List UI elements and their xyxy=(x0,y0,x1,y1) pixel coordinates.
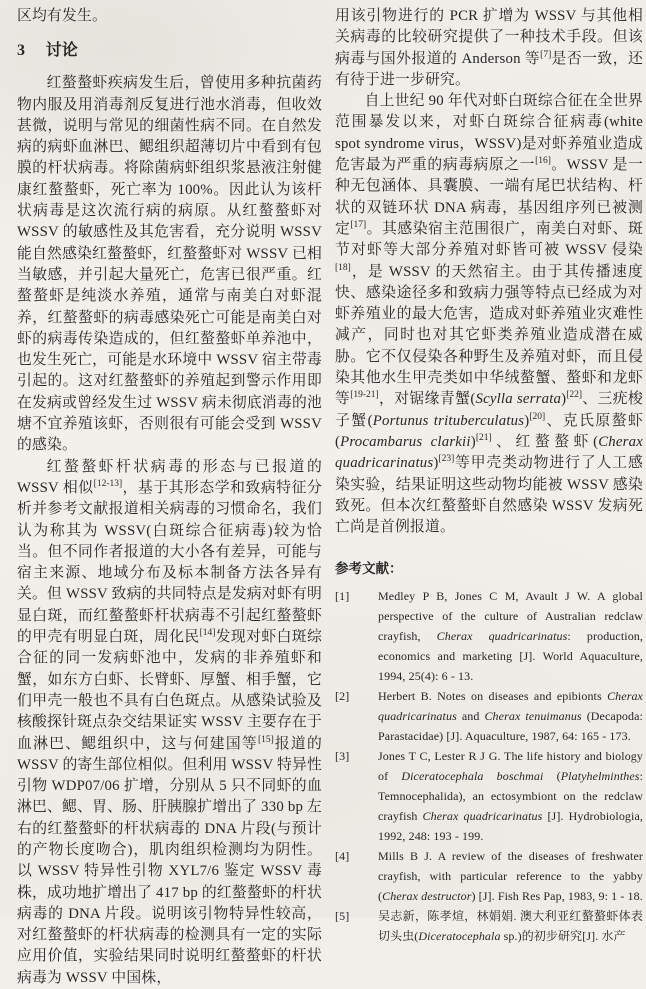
citation-superscript: [23] xyxy=(438,454,455,465)
reference-number: [1] xyxy=(335,589,350,604)
species-name: Cherax tenuimanus xyxy=(484,709,582,724)
citation-superscript: [20] xyxy=(529,411,546,422)
species-name: Cherax quadricarinatus xyxy=(436,629,568,644)
species-name: Diceratocephala boschmai xyxy=(401,769,544,784)
reference-number: [2] xyxy=(335,689,350,704)
text-run: 报道的 WSSV 的寄生部位相似。但利用 WSSV 特异性引物 WDP07/06 扩增，分别从 5 只不同虾的血淋巴、鳃、胃、肠、肝胰腺扩增出了 330 bp 左右的红螯螯虾的杆状病毒的 DNA 片段(与预计的产物长度吻合)，肌肉组织检测均为阴性。以 WSSV 特异性引物 XYL7/6 鉴定 WSSV 毒株，成功地扩增出了 417 bp 的红螯螯虾的杆状病毒的 DNA 片段。说明该引物特异性较高，对红螯螯虾的杆状病毒的检测具有一定的实际应用价值，实验结果同时说明红螯螯虾的杆状病毒为 WSSV 中国株， xyxy=(17,735,322,986)
citation-superscript: [17] xyxy=(350,220,367,231)
citation-superscript: [22] xyxy=(566,390,583,401)
text-run: 区均有发生。 xyxy=(17,8,107,24)
species-name: Platyhelminthes xyxy=(560,769,640,784)
reference-item xyxy=(335,746,643,846)
text-run: : production, economics and marketing [J]. World Aquaculture, 1994, 25(4): 6 - 13. xyxy=(378,629,643,684)
text-run: 吴志新，陈孝煊，林娟娟. 澳大利亚红螯螯虾体表切头虫( xyxy=(378,909,643,944)
text-run: 自上世纪 90 年代对虾白斑综合征在全世界范围暴发以来，对虾白斑综合征病毒(white spot syndrome virus，WSSV)是对虾养殖业造成危害最为严重的病毒病原之一 xyxy=(335,93,643,174)
text-run: ) xyxy=(524,412,530,429)
reference-number: [4] xyxy=(335,849,350,864)
reference-number: [3] xyxy=(335,749,350,764)
text-run: Jones T C, Lester R J G. The life history and biology of xyxy=(378,749,643,784)
text-run: 、红螯螯虾( xyxy=(491,433,599,450)
discussion-paragraph-2 xyxy=(17,457,322,989)
text-run: ) [J]. Fish Res Pap, 1983, 9: 1 - 18. xyxy=(471,889,643,904)
discussion-paragraph-1 xyxy=(17,73,322,456)
section-number: 3 xyxy=(17,42,25,60)
species-name: Cherax quadricarinatus xyxy=(378,689,643,724)
text-run: ，是 WSSV 的天然宿主。由于其传播速度快、感染途径多和致病力强等特点已经成为对虾养殖业的最大危害，造成对虾养殖业灾难性减产，同时也对其它虾类养殖业造成潜在威胁。它不仅侵染各种野生及养殖对虾，而且侵染其他水生甲壳类如中华绒螯蟹、螯虾和龙虾等 xyxy=(335,263,643,408)
text-run: 、克氏原螯虾( xyxy=(335,412,644,450)
reference-text xyxy=(378,906,643,946)
text-run: ，基于其形态学和致病特征分析并参考文献报道相关病毒的习惯命名，我们认为称其为 WSSV(白斑综合征病毒)较为恰当。但不同作者报道的大小各有差异，可能与宿主来源、地域分布及标本制备方法各异有关。但 WSSV 致病的共同特点是发病对虾有明显白斑，而红螯螯虾杆状病毒不引起红螯螯虾的甲壳有明显白斑，周化民 xyxy=(17,479,322,646)
text-run: 红螯螯虾杆状病毒的形态与已报道的 WSSV 相似 xyxy=(17,458,322,496)
species-name: Cherax destructor xyxy=(382,889,472,904)
citation-superscript: [7] xyxy=(540,49,552,60)
text-run: 是否一致，还有待于进一步研究。 xyxy=(335,50,644,88)
citation-superscript: [19-21] xyxy=(350,390,379,401)
citation-superscript: [16] xyxy=(535,156,551,167)
discussion-paragraph-3 xyxy=(335,91,643,538)
species-name: Portunus trituberculatus xyxy=(372,412,525,429)
text-run: : Temnocephalida), an ectosymbiont on the redclaw crayfish xyxy=(378,769,643,824)
carryover-paragraph xyxy=(17,6,322,27)
text-run: sp.)的初步研究[J]. 水产 xyxy=(500,929,626,944)
text-run: ) xyxy=(433,455,439,472)
reference-number: [5] xyxy=(335,909,350,924)
text-run: ，对锯缘青蟹( xyxy=(378,391,476,408)
text-run: 等甲壳类动物进行了人工感染实验，结果证明这些动物均能被 WSSV 感染致死。但本次红螯螯虾自然感染 WSSV 发病死亡尚是首例报道。 xyxy=(335,455,643,536)
citation-superscript: [21] xyxy=(475,433,492,444)
reference-item xyxy=(335,586,643,686)
species-name: Diceratocephala xyxy=(418,929,501,944)
reference-text xyxy=(378,586,643,686)
text-run: 红螯螯虾疾病发生后，曾使用多种抗菌药物内服及用消毒剂反复进行池水消毒，但收效甚微，说明与常见的细菌性病不同。在自然发病的病虾血淋巴、鳃组织超薄切片中看到有包膜的杆状病毒。将除菌病虾组织浆悬液注射健康红螯螯虾，死亡率为 100%。因此认为该杆状病毒是这次流行病的病原。从红螯螯虾对 WSSV 的敏感性及其危害看，充分说明 WSSV 能自然感染红螯螯虾，红螯螯虾对 WSSV 已相当敏感，并引起大量死亡，危害已很严重。红螯螯虾是纯淡水养殖，通常与南美白对虾混养，红螯螯虾的病毒感染死亡可能是南美白对虾的病毒传染造成的，但红螯螯虾单养池中，也发生死亡，可能是水环境中 WSSV 宿主带毒引起的。这对红螯螯虾的养殖起到警示作用即在发病或曾经发生过 WSSV 病未彻底消毒的池塘不宜养殖该虾，否则很有可能会受到 WSSV 的感染。 xyxy=(17,75,322,454)
reference-item xyxy=(335,906,643,946)
text-run: ( xyxy=(543,769,561,784)
citation-superscript: [12-13] xyxy=(93,479,123,490)
section-title: 讨论 xyxy=(45,42,78,60)
references-heading: 参考文献： xyxy=(335,561,403,577)
text-run: 。其感染宿主范围很广，南美白对虾、斑节对虾等大部分养殖对虾皆可被 WSSV 侵染 xyxy=(335,220,644,259)
text-run: 、三疣梭子蟹( xyxy=(335,391,643,429)
reference-text xyxy=(378,686,643,746)
text-run: ) xyxy=(470,433,476,450)
reference-text xyxy=(378,846,643,906)
section-heading xyxy=(17,40,322,62)
species-name: Scylla serrata xyxy=(475,391,562,408)
text-run: ) xyxy=(561,391,567,408)
citation-superscript: [18] xyxy=(335,262,351,273)
citation-superscript: [15] xyxy=(257,734,274,745)
reference-item xyxy=(335,686,643,746)
text-run: Herbert B. Notes on diseases and epibionts xyxy=(378,689,608,704)
text-run: Mills B J. A review of the diseases of freshwater crayfish, with particular reference to the yabby ( xyxy=(378,849,643,904)
species-name: Cherax quadricarinatus xyxy=(335,433,643,472)
species-name: Procambarus clarkii xyxy=(340,433,471,450)
text-run: 。WSSV 是一种无包涵体、具囊膜、一端有尾巴状结构、杆状的双链环状 DNA 病毒，基因组序列已被测定 xyxy=(335,157,643,237)
discussion-paragraph-2-continued xyxy=(335,6,643,91)
left-column xyxy=(17,6,322,989)
text-run: and xyxy=(456,709,485,724)
text-run: 用该引物进行的 PCR 扩增为 WSSV 与其他相关病毒的比较研究提供了一种技术手段。但该病毒与国外报道的 Anderson 等 xyxy=(335,8,643,67)
right-column xyxy=(335,6,643,946)
species-name: Cherax quadricarinatus xyxy=(422,809,543,824)
text-run: Medley P B, Jones C M, Avault J W. A global perspective of the culture of Australian redclaw crayfish, xyxy=(378,589,643,644)
citation-superscript: [14] xyxy=(199,628,216,639)
reference-text xyxy=(378,746,643,846)
text-run: (Decapoda: Parastacidae) [J]. Aquaculture, 1987, 64: 165 - 173. xyxy=(378,709,643,744)
text-run: [J]. Hydrobiologia, 1992, 248: 193 - 199. xyxy=(378,809,643,844)
text-run: 发现对虾白斑综合征的同一发病虾池中，发病的非养殖虾和蟹，如东方白虾、长臂虾、厚蟹、相手蟹，它们甲壳一般也不具有白色斑点。从感染试验及核酸探针斑点杂交结果证实 WSSV 主要存在于血淋巴、鳃组织中，这与何建国等 xyxy=(17,629,323,752)
reference-item xyxy=(335,846,643,906)
